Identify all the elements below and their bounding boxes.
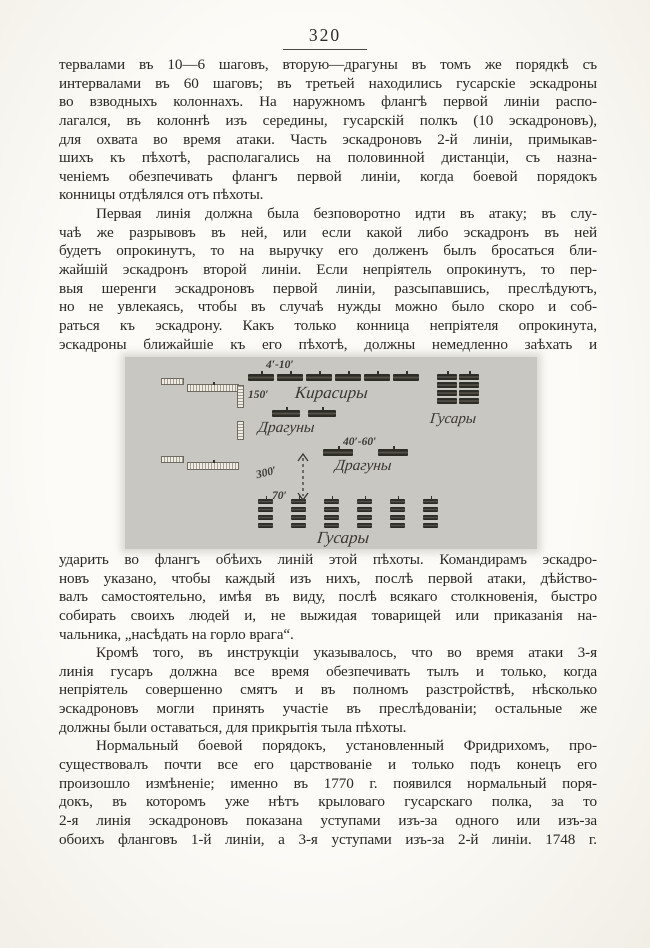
text-line: должны были оставаться, для прикрытія тыла пѣхоты. — [59, 718, 407, 736]
text-line: Первая линія должна была безповоротно идти въ атаку; въ слу- — [96, 205, 597, 223]
dragoons-lower-label: Драгуны — [334, 457, 393, 474]
cuirassiers-label: Кирасиры — [294, 383, 369, 402]
paragraph — [59, 551, 597, 644]
squadron-bar — [423, 515, 438, 520]
hussar-column — [258, 499, 273, 528]
text-line: чальника, „насѣдать на горло врага“. — [59, 625, 294, 643]
squadron-bar — [277, 374, 303, 381]
text-line: но не увлекаясь, чтобы въ случаѣ нужды можно было скоро и соб- — [59, 298, 597, 316]
squadron-bar — [459, 374, 479, 380]
squadron-bar — [459, 382, 479, 388]
squadron-bar — [437, 390, 457, 396]
infantry-bar — [187, 384, 239, 392]
text-line: выя шеренги эскадроновъ первой линіи, разсыпавшись, преслѣдуютъ, — [59, 279, 597, 297]
text-line: валъ самостоятельно, имѣя въ виду, послѣ всякаго столкновенія, быстро — [59, 588, 597, 606]
text-line: для охвата во время атаки. Часть эскадроновъ 2-й линіи, примыкав- — [59, 130, 597, 148]
interval-label: 4′-10′ — [266, 359, 294, 371]
squadron-bar — [248, 374, 274, 381]
distance-arrow-icon — [295, 451, 311, 503]
infantry-bar — [161, 456, 184, 463]
infantry-flank-bar — [237, 421, 244, 440]
squadron-bar — [437, 374, 457, 380]
text-line: интервалами въ 60 шаговъ; въ третьей находились гусарскіе эскадроны — [59, 74, 597, 92]
text-line: конницы отдѣлялся отъ пѣхоты. — [59, 186, 264, 204]
paragraph — [59, 205, 597, 354]
hussars-bottom-label: Гусары — [316, 528, 371, 547]
squadron-bar — [291, 507, 306, 512]
squadron-bar — [258, 515, 273, 520]
squadron-bar — [390, 523, 405, 528]
squadron-bar — [357, 507, 372, 512]
cuirassier-squadron-row — [248, 374, 419, 381]
squadron-bar — [459, 398, 479, 404]
infantry-bar — [161, 378, 184, 385]
squadron-bar — [423, 499, 438, 504]
text-line: обоихъ фланговъ 1-й линіи, а 3-я уступами изъ-за 2-й линіи. 1748 г. — [59, 830, 597, 848]
dragoons-upper-label: Драгуны — [257, 419, 316, 436]
squadron-bar — [324, 507, 339, 512]
text-line: будетъ опрокинутъ, то на выручку его долженъ былъ бросаться бли- — [59, 242, 597, 260]
squadron-bar — [258, 507, 273, 512]
squadron-bar — [437, 382, 457, 388]
squadron-bar — [393, 374, 419, 381]
squadron-bar — [323, 449, 353, 456]
paragraph — [59, 56, 597, 205]
hussar-column — [423, 499, 438, 528]
squadron-bar — [364, 374, 390, 381]
squadron-bar — [390, 507, 405, 512]
hussar-column — [291, 499, 306, 528]
text-line: докъ, въ которомъ уже нѣтъ крыловаго гусарскаго полка, за то — [59, 793, 597, 811]
text-line: раться къ эскадрону. Какъ только конница непріятеля опрокинута, — [59, 316, 597, 334]
text-line: ударить во флангъ обѣихъ линій этой пѣхоты. Командирамъ эскадро- — [59, 551, 597, 568]
text-line: произошло измѣненіе; именно въ 1770 г. появился нормальный поря- — [59, 774, 597, 792]
hussar-column — [324, 499, 339, 528]
formation-diagram — [125, 357, 537, 549]
squadron-bar — [308, 410, 336, 417]
page-number: 320 — [283, 25, 367, 50]
dist-300-label: 300′ — [254, 464, 278, 482]
page-header — [0, 25, 650, 50]
text-line: существовалъ почти все его царствованіе и только подъ конецъ его — [59, 756, 597, 774]
infantry-flank-bar — [237, 385, 244, 408]
text-line: тервалами въ 10—6 шаговъ, вторую—драгуны въ томъ же порядкѣ съ — [59, 56, 597, 73]
squadron-bar — [324, 515, 339, 520]
infantry-bar — [187, 462, 239, 470]
squadron-bar — [324, 499, 339, 504]
text-line: эскадроновъ могли принять участіе въ преслѣдованіи; остальные же — [59, 700, 597, 718]
squadron-bar — [258, 499, 273, 504]
squadron-bar — [258, 523, 273, 528]
text-line: ченіемъ обезпечивать флангъ первой линіи, когда боевой порядокъ — [59, 167, 597, 185]
gap-150-label: 150′ — [248, 389, 269, 401]
hussar-column — [357, 499, 372, 528]
paragraph — [59, 644, 597, 737]
squadron-bar — [357, 515, 372, 520]
hussar-bottom-block — [258, 499, 438, 528]
squadron-bar — [390, 499, 405, 504]
squadron-bar — [423, 523, 438, 528]
text-line: чаѣ же разрывовъ въ ней, или если какой либо эскадронъ въ ней — [59, 223, 597, 241]
squadron-bar — [390, 515, 405, 520]
dist-70-label: 70′ — [272, 490, 287, 502]
paragraph — [59, 737, 597, 849]
squadron-bar — [335, 374, 361, 381]
interval-mid-label: 40′-60′ — [343, 436, 377, 448]
text-line: 2-я линія эскадроновъ показана уступами изъ-за одного или изъ-за — [59, 811, 597, 829]
dragoon-lower-squadron-row — [323, 449, 408, 456]
text-line: эскадроны ближайшіе къ его пѣхотѣ, должны немедленно заѣхать и — [59, 335, 597, 353]
text-line: собирать своихъ людей и, не выжидая товарищей или приказанія на- — [59, 606, 597, 624]
squadron-bar — [291, 523, 306, 528]
dragoon-upper-squadron-row — [272, 410, 336, 417]
body-text-top — [59, 56, 597, 354]
text-line: жайшій эскадронъ второй линіи. Если непріятель опрокинутъ, то пер- — [59, 261, 597, 279]
text-line: во взводныхъ колоннахъ. На наружномъ флангѣ первой линіи распо- — [59, 93, 597, 111]
text-line: непріятель совершенно смятъ и въ полномъ разстройствѣ, нѣсколько — [59, 681, 597, 699]
squadron-bar — [437, 398, 457, 404]
squadron-bar — [272, 410, 300, 417]
text-line: новъ указано, чтобы каждый изъ нихъ, послѣ первой атаки, дѣйство- — [59, 569, 597, 587]
text-line: лагался, въ колоннѣ изъ середины, гусарскій полкъ (10 эскадроновъ), — [59, 111, 597, 129]
squadron-bar — [357, 499, 372, 504]
text-line: шихъ къ пѣхотѣ, располагались на половинной дистанціи, съ назна- — [59, 149, 597, 167]
text-line: Нормальный боевой порядокъ, установленный Фридрихомъ, про- — [96, 737, 597, 755]
squadron-bar — [306, 374, 332, 381]
hussars-right-label: Гусары — [429, 411, 477, 427]
text-line: Кромѣ того, въ инструкціи указывалось, что во время атаки 3-я — [96, 644, 597, 662]
hussar-column — [390, 499, 405, 528]
text-line: линія гусаръ должна все время обезпечивать тылъ и только, когда — [59, 662, 597, 680]
body-text-bottom — [59, 551, 597, 849]
squadron-bar — [378, 449, 408, 456]
squadron-bar — [423, 507, 438, 512]
hussar-right-block — [437, 374, 479, 404]
squadron-bar — [291, 515, 306, 520]
squadron-bar — [459, 390, 479, 396]
